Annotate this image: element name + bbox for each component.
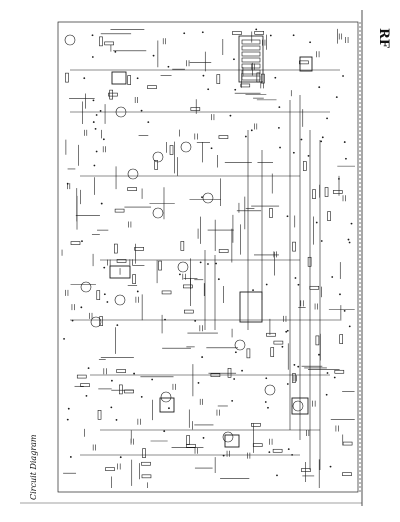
junction-dot bbox=[330, 466, 332, 468]
transistor-symbol bbox=[153, 208, 163, 218]
diagram-frame bbox=[58, 22, 358, 492]
junction-dot bbox=[198, 382, 200, 384]
transistor-symbol bbox=[161, 392, 171, 402]
junction-dot bbox=[203, 75, 205, 77]
junction-dot bbox=[288, 448, 290, 450]
resistor-symbol bbox=[219, 136, 228, 139]
resistor-symbol bbox=[328, 212, 331, 221]
junction-dot bbox=[201, 196, 203, 198]
junction-dot bbox=[86, 395, 88, 397]
resistor-symbol bbox=[232, 32, 241, 35]
resistor-symbol bbox=[340, 335, 343, 344]
transistor-symbol bbox=[181, 142, 191, 152]
junction-dot bbox=[267, 407, 269, 409]
resistor-symbol bbox=[114, 244, 117, 253]
junction-dot bbox=[255, 28, 257, 30]
junction-dot bbox=[293, 34, 295, 36]
junction-dot bbox=[67, 419, 69, 421]
transistor-symbol bbox=[115, 295, 125, 305]
ic-block bbox=[112, 72, 126, 84]
junction-dot bbox=[96, 114, 98, 116]
junction-dot bbox=[88, 367, 90, 369]
transistor-symbol bbox=[128, 169, 138, 179]
resistor-symbol bbox=[99, 37, 102, 46]
junction-dot bbox=[110, 406, 112, 408]
junction-dot bbox=[151, 379, 153, 381]
junction-dot bbox=[63, 338, 65, 340]
ic-block bbox=[225, 435, 239, 447]
junction-dot bbox=[282, 346, 284, 348]
resistor-symbol bbox=[241, 84, 250, 87]
transistor-symbol bbox=[153, 152, 163, 162]
junction-dot bbox=[270, 35, 272, 37]
resistor-symbol bbox=[119, 385, 122, 394]
junction-dot bbox=[168, 407, 170, 409]
junction-dot bbox=[351, 223, 353, 225]
junction-dot bbox=[230, 115, 232, 117]
junction-dot bbox=[348, 239, 350, 241]
resistor-symbol bbox=[310, 286, 319, 289]
resistor-symbol bbox=[228, 368, 231, 377]
junction-dot bbox=[103, 138, 105, 140]
resistor-symbol bbox=[335, 370, 344, 373]
corner-label: RF bbox=[376, 28, 391, 49]
resistor-symbol bbox=[271, 348, 274, 357]
junction-dot bbox=[211, 147, 213, 149]
junction-dot bbox=[339, 293, 341, 295]
resistor-symbol bbox=[71, 242, 80, 245]
junction-dot bbox=[203, 437, 205, 439]
junction-dot bbox=[245, 136, 247, 138]
resistor-symbol bbox=[110, 90, 113, 99]
junction-dot bbox=[223, 455, 225, 457]
resistor-symbol bbox=[274, 341, 283, 344]
junction-dot bbox=[96, 151, 98, 153]
junction-dot bbox=[308, 155, 310, 157]
junction-dot bbox=[116, 419, 118, 421]
junction-dot bbox=[344, 141, 346, 143]
resistor-symbol bbox=[187, 436, 190, 445]
junction-dot bbox=[101, 203, 103, 205]
ic-block bbox=[240, 292, 262, 322]
junction-dot bbox=[278, 127, 280, 129]
components-layer bbox=[63, 28, 352, 477]
junction-dot bbox=[287, 330, 289, 332]
resistor-symbol bbox=[128, 188, 137, 191]
junction-dot bbox=[179, 273, 181, 275]
junction-dot bbox=[334, 377, 336, 379]
junction-dot bbox=[342, 75, 344, 77]
resistor-symbol bbox=[143, 449, 146, 458]
resistor-symbol bbox=[142, 475, 151, 478]
junction-dot bbox=[251, 129, 253, 131]
junction-dot bbox=[81, 240, 83, 242]
connector-pin bbox=[242, 70, 260, 74]
junction-dot bbox=[202, 31, 204, 33]
resistor-symbol bbox=[293, 242, 296, 251]
junction-dot bbox=[279, 147, 281, 149]
resistor-symbol bbox=[77, 375, 86, 378]
junction-dot bbox=[94, 165, 96, 167]
junction-dot bbox=[301, 139, 303, 141]
transistor-symbol bbox=[203, 193, 213, 203]
junction-dot bbox=[331, 276, 333, 278]
junction-dot bbox=[106, 301, 108, 303]
junction-dot bbox=[215, 263, 217, 265]
junction-dot bbox=[349, 242, 351, 244]
junction-dot bbox=[147, 121, 149, 123]
junction-dot bbox=[153, 55, 155, 57]
junction-dot bbox=[104, 293, 106, 295]
resistor-symbol bbox=[117, 370, 126, 373]
resistor-symbol bbox=[273, 449, 282, 452]
junction-dot bbox=[93, 99, 95, 101]
resistor-symbol bbox=[159, 261, 162, 270]
resistor-symbol bbox=[266, 333, 275, 336]
junction-dot bbox=[298, 284, 300, 286]
junction-dot bbox=[194, 320, 196, 322]
junction-dot bbox=[336, 96, 338, 98]
junction-dot bbox=[344, 310, 346, 312]
transistor-symbol bbox=[65, 35, 75, 45]
junction-dot bbox=[68, 408, 70, 410]
junction-dot bbox=[92, 34, 94, 36]
resistor-symbol bbox=[325, 187, 328, 196]
junction-dot bbox=[70, 456, 72, 458]
junction-dot bbox=[67, 183, 69, 185]
resistor-symbol bbox=[253, 444, 262, 447]
junction-dot bbox=[241, 370, 243, 372]
resistor-symbol bbox=[98, 410, 101, 419]
resistor-symbol bbox=[181, 241, 184, 250]
junction-dot bbox=[316, 222, 318, 224]
resistor-symbol bbox=[135, 247, 144, 250]
transistor-symbol bbox=[81, 282, 91, 292]
junction-dot bbox=[293, 152, 295, 154]
resistor-symbol bbox=[343, 442, 352, 445]
junction-dot bbox=[320, 140, 322, 142]
connector-pin bbox=[242, 64, 260, 68]
transistor-symbol bbox=[293, 401, 303, 411]
junction-dot bbox=[295, 277, 297, 279]
junction-dot bbox=[293, 364, 295, 366]
resistor-symbol bbox=[269, 208, 272, 217]
junction-dot bbox=[287, 383, 289, 385]
resistor-symbol bbox=[115, 209, 124, 212]
transistor-symbol bbox=[265, 385, 275, 395]
connector-pin bbox=[242, 40, 260, 44]
junction-dot bbox=[72, 320, 74, 322]
junction-dot bbox=[207, 88, 209, 90]
resistor-symbol bbox=[247, 349, 250, 358]
junction-dot bbox=[100, 110, 102, 112]
junction-dot bbox=[164, 319, 166, 321]
resistor-symbol bbox=[219, 250, 228, 253]
section-title: Circuit Diagram bbox=[29, 434, 38, 500]
junction-dot bbox=[163, 430, 165, 432]
resistor-symbol bbox=[308, 257, 311, 266]
junction-dot bbox=[200, 261, 202, 263]
junction-dot bbox=[103, 267, 105, 269]
junction-dot bbox=[291, 454, 293, 456]
junction-dot bbox=[233, 58, 235, 60]
connector-housing bbox=[239, 36, 263, 82]
junction-dot bbox=[265, 401, 267, 403]
junction-dot bbox=[234, 89, 236, 91]
resistor-symbol bbox=[255, 31, 264, 34]
junction-dot bbox=[266, 284, 268, 286]
resistor-symbol bbox=[133, 275, 136, 284]
junction-dot bbox=[95, 128, 97, 130]
junction-dot bbox=[285, 331, 287, 333]
junction-dot bbox=[141, 396, 143, 398]
junction-dot bbox=[137, 291, 139, 293]
junction-dot bbox=[318, 354, 320, 356]
wiring-layer bbox=[62, 22, 360, 492]
junction-dot bbox=[276, 475, 278, 477]
junction-dot bbox=[80, 306, 82, 308]
connector-pin bbox=[242, 52, 260, 56]
resistor-symbol bbox=[65, 73, 68, 82]
junction-dot bbox=[235, 351, 237, 353]
resistor-symbol bbox=[147, 86, 156, 89]
transistor-symbol bbox=[223, 432, 233, 442]
junction-dot bbox=[111, 380, 113, 382]
junction-dot bbox=[345, 158, 347, 160]
resistor-symbol bbox=[342, 473, 351, 476]
resistor-symbol bbox=[316, 336, 319, 345]
junction-dot bbox=[114, 51, 116, 53]
junction-dot bbox=[83, 77, 85, 79]
resistor-symbol bbox=[141, 462, 150, 465]
junction-dot bbox=[233, 378, 235, 380]
transistor-symbol bbox=[235, 340, 245, 350]
resistor-symbol bbox=[97, 291, 100, 300]
transistor-symbol bbox=[178, 262, 188, 272]
junction-dot bbox=[92, 56, 94, 58]
junction-dot bbox=[309, 41, 311, 43]
junction-dot bbox=[327, 372, 329, 374]
junction-dot bbox=[318, 86, 320, 88]
resistor-symbol bbox=[303, 162, 306, 171]
junction-dot bbox=[183, 32, 185, 34]
junction-dot bbox=[201, 356, 203, 358]
junction-dot bbox=[326, 394, 328, 396]
connector-pin bbox=[242, 46, 260, 50]
junction-dot bbox=[252, 289, 254, 291]
resistor-symbol bbox=[183, 285, 192, 288]
connector-pin bbox=[242, 76, 260, 80]
resistor-symbol bbox=[106, 468, 115, 471]
junction-dot bbox=[207, 263, 209, 265]
junction-dot bbox=[349, 325, 351, 327]
junction-dot bbox=[265, 377, 267, 379]
junction-dot bbox=[322, 136, 324, 138]
resistor-symbol bbox=[170, 146, 173, 155]
resistor-symbol bbox=[184, 310, 193, 313]
resistor-symbol bbox=[162, 291, 171, 294]
junction-dot bbox=[120, 456, 122, 458]
resistor-symbol bbox=[313, 190, 316, 199]
resistor-symbol bbox=[191, 108, 200, 111]
resistor-symbol bbox=[333, 190, 342, 193]
junction-dot bbox=[133, 373, 135, 375]
junction-dot bbox=[168, 66, 170, 68]
junction-dot bbox=[137, 77, 139, 79]
junction-dot bbox=[268, 451, 270, 453]
junction-dot bbox=[326, 117, 328, 119]
connector-block bbox=[239, 36, 263, 82]
resistor-symbol bbox=[299, 61, 308, 64]
junction-dot bbox=[218, 278, 220, 280]
junction-dot bbox=[321, 240, 323, 242]
junction-dot bbox=[278, 106, 280, 108]
junction-dot bbox=[141, 110, 143, 112]
junction-dot bbox=[93, 121, 95, 123]
resistor-symbol bbox=[217, 75, 220, 84]
resistor-symbol bbox=[128, 76, 131, 85]
connector-pin bbox=[242, 58, 260, 62]
junction-dot bbox=[231, 400, 233, 402]
junction-dot bbox=[297, 366, 299, 368]
resistor-symbol bbox=[105, 42, 114, 45]
resistor-symbol bbox=[251, 423, 260, 426]
junction-dot bbox=[274, 77, 276, 79]
junction-dot bbox=[338, 178, 340, 180]
junction-dot bbox=[116, 324, 118, 326]
junction-dot bbox=[287, 215, 289, 217]
